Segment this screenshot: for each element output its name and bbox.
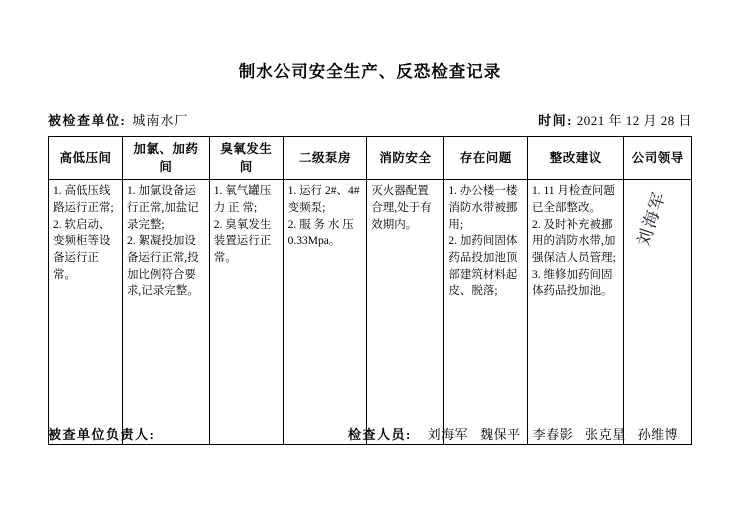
table-cell-issues: 1. 办公楼一楼消防水带被挪用; 2. 加药间固体药品投加池顶部建筑材料起皮、脱落; xyxy=(444,180,528,445)
table-header-row xyxy=(49,137,692,180)
table-header-cell: 存在问题 xyxy=(444,137,528,180)
table-header-cell: 臭氧发生间 xyxy=(209,137,283,180)
responsible-person-label: 被查单位负责人: xyxy=(48,427,156,442)
inspector-name: 张克星 xyxy=(585,427,626,442)
table-cell-company-leader xyxy=(624,180,692,445)
table-header-cell: 整改建议 xyxy=(527,137,623,180)
inspector-name: 孙维博 xyxy=(637,427,679,442)
inspected-unit-label: 被检查单位: xyxy=(48,113,127,128)
inspectors-block xyxy=(348,424,678,443)
inspectors-label: 检查人员: xyxy=(348,427,412,442)
leader-signature: 刘海军 xyxy=(634,188,671,249)
table-cell-chlorination: 1. 加氯设备运行正常,加盐记录完整; 2. 絮凝投加设备运行正常,投加比例符合要求,记录完整。 xyxy=(122,180,209,445)
table-header-cell: 消防安全 xyxy=(367,137,444,180)
inspection-table xyxy=(48,136,692,445)
meta-row xyxy=(48,110,692,130)
table-cell-pump-room: 1. 运行 2#、4#变频泵; 2. 服 务 水 压 0.33Mpa。 xyxy=(283,180,367,445)
footer-row xyxy=(48,424,692,444)
table-header-cell: 公司领导 xyxy=(624,137,692,180)
inspected-unit xyxy=(48,110,188,129)
table-header-cell: 二级泵房 xyxy=(283,137,367,180)
table-cell-ozone: 1. 氧气罐压力 正 常; 2. 臭氧发生装置运行正常。 xyxy=(209,180,283,445)
inspected-unit-value: 城南水厂 xyxy=(132,113,189,128)
page-title: 制水公司安全生产、反恐检查记录 xyxy=(238,62,502,81)
inspector-name: 刘海军 xyxy=(427,427,469,442)
table-cell-suggestions: 1. 11 月检查问题已全部整改。 2. 及时补充被挪用的消防水带,加强保洁人员管理; 3. 维修加药间固体药品投加池。 xyxy=(527,180,623,445)
table-header-cell: 高低压间 xyxy=(49,137,123,180)
inspectors-names xyxy=(412,427,678,442)
inspection-date xyxy=(538,110,692,129)
inspector-name: 魏保平 xyxy=(480,427,521,442)
date-label: 时间: xyxy=(538,113,573,128)
table-cell-fire-safety: 灭火器配置合理,处于有效期内。 xyxy=(367,180,444,445)
table-header-cell: 加氯、加药间 xyxy=(122,137,209,180)
date-value: 2021 年 12 月 28 日 xyxy=(576,113,692,128)
table-cell-high-low-voltage: 1. 高低压线路运行正常; 2. 软启动、变频柜等设备运行正常。 xyxy=(49,180,123,445)
inspector-name: 李春影 xyxy=(532,427,574,442)
table-row xyxy=(49,180,692,445)
